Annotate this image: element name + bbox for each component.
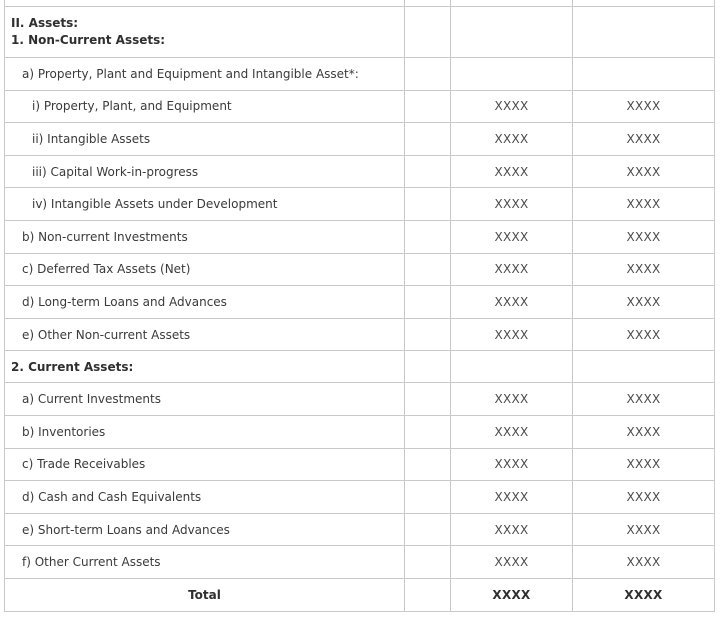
table-row [5,123,715,156]
previous-year-value: XXXX [573,286,715,319]
current-year-value: XXXX [451,448,573,481]
table-row [5,286,715,319]
section-header-cell [5,7,405,58]
row-label: ii) Intangible Assets [5,123,405,156]
row-label: f) Other Current Assets [5,546,405,579]
previous-year-value: XXXX [573,123,715,156]
current-year-value: XXXX [451,513,573,546]
table-row [5,188,715,221]
note-cell [405,90,451,123]
table-row [5,448,715,481]
table-row [5,513,715,546]
table-row [5,90,715,123]
balance-sheet-assets [4,0,714,612]
assets-heading: II. Assets: [11,16,79,30]
note-cell [405,546,451,579]
note-cell [405,481,451,514]
current-year-value: XXXX [451,286,573,319]
table-row [5,481,715,514]
current-year-value: XXXX [451,188,573,221]
previous-year-value: XXXX [573,383,715,416]
previous-year-value: XXXX [573,253,715,286]
previous-year-value: XXXX [573,481,715,514]
total-row [5,578,715,611]
note-cell [405,513,451,546]
previous-year-value: XXXX [573,448,715,481]
current-year-value: XXXX [451,220,573,253]
previous-year-value: XXXX [573,546,715,579]
previous-year-value: XXXX [573,188,715,221]
row-label: a) Current Investments [5,383,405,416]
ppe-group-label: a) Property, Plant and Equipment and Intangible Asset*: [5,58,405,91]
note-cell [405,415,451,448]
current-assets-header-row [5,351,715,383]
note-cell [405,188,451,221]
non-current-assets-heading: 1. Non-Current Assets: [11,33,166,47]
total-label: Total [5,578,405,611]
table-row [5,155,715,188]
previous-year-value: XXXX [573,415,715,448]
table-row [5,415,715,448]
table-row [5,383,715,416]
row-label: iii) Capital Work-in-progress [5,155,405,188]
note-cell [405,318,451,351]
row-label: iv) Intangible Assets under Development [5,188,405,221]
current-year-value: XXXX [451,546,573,579]
table-row [5,220,715,253]
previous-year-value: XXXX [573,318,715,351]
current-year-value: XXXX [451,123,573,156]
current-year-value: XXXX [451,318,573,351]
section-header-row [5,7,715,58]
previous-year-value: XXXX [573,220,715,253]
note-cell [405,123,451,156]
row-label: i) Property, Plant, and Equipment [5,90,405,123]
row-label: b) Inventories [5,415,405,448]
previous-year-value: XXXX [573,90,715,123]
previous-year-value: XXXX [573,155,715,188]
assets-table [4,0,715,612]
current-year-value: XXXX [451,481,573,514]
row-label: c) Deferred Tax Assets (Net) [5,253,405,286]
table-row [5,58,715,91]
note-cell [405,383,451,416]
table-row [5,253,715,286]
current-year-value: XXXX [451,155,573,188]
note-cell [405,286,451,319]
current-year-value: XXXX [451,383,573,416]
row-label: b) Non-current Investments [5,220,405,253]
note-cell [405,448,451,481]
note-cell [405,253,451,286]
row-label: d) Long-term Loans and Advances [5,286,405,319]
note-cell [405,220,451,253]
current-year-value: XXXX [451,90,573,123]
row-label: d) Cash and Cash Equivalents [5,481,405,514]
note-cell [405,578,451,611]
current-assets-heading: 2. Current Assets: [5,351,405,383]
total-current-year-value: XXXX [451,578,573,611]
table-row [5,546,715,579]
current-year-value: XXXX [451,253,573,286]
table-row [5,318,715,351]
row-label: e) Short-term Loans and Advances [5,513,405,546]
previous-year-value: XXXX [573,513,715,546]
current-year-value: XXXX [451,415,573,448]
total-previous-year-value: XXXX [573,578,715,611]
note-cell [405,155,451,188]
row-label: c) Trade Receivables [5,448,405,481]
row-label: e) Other Non-current Assets [5,318,405,351]
